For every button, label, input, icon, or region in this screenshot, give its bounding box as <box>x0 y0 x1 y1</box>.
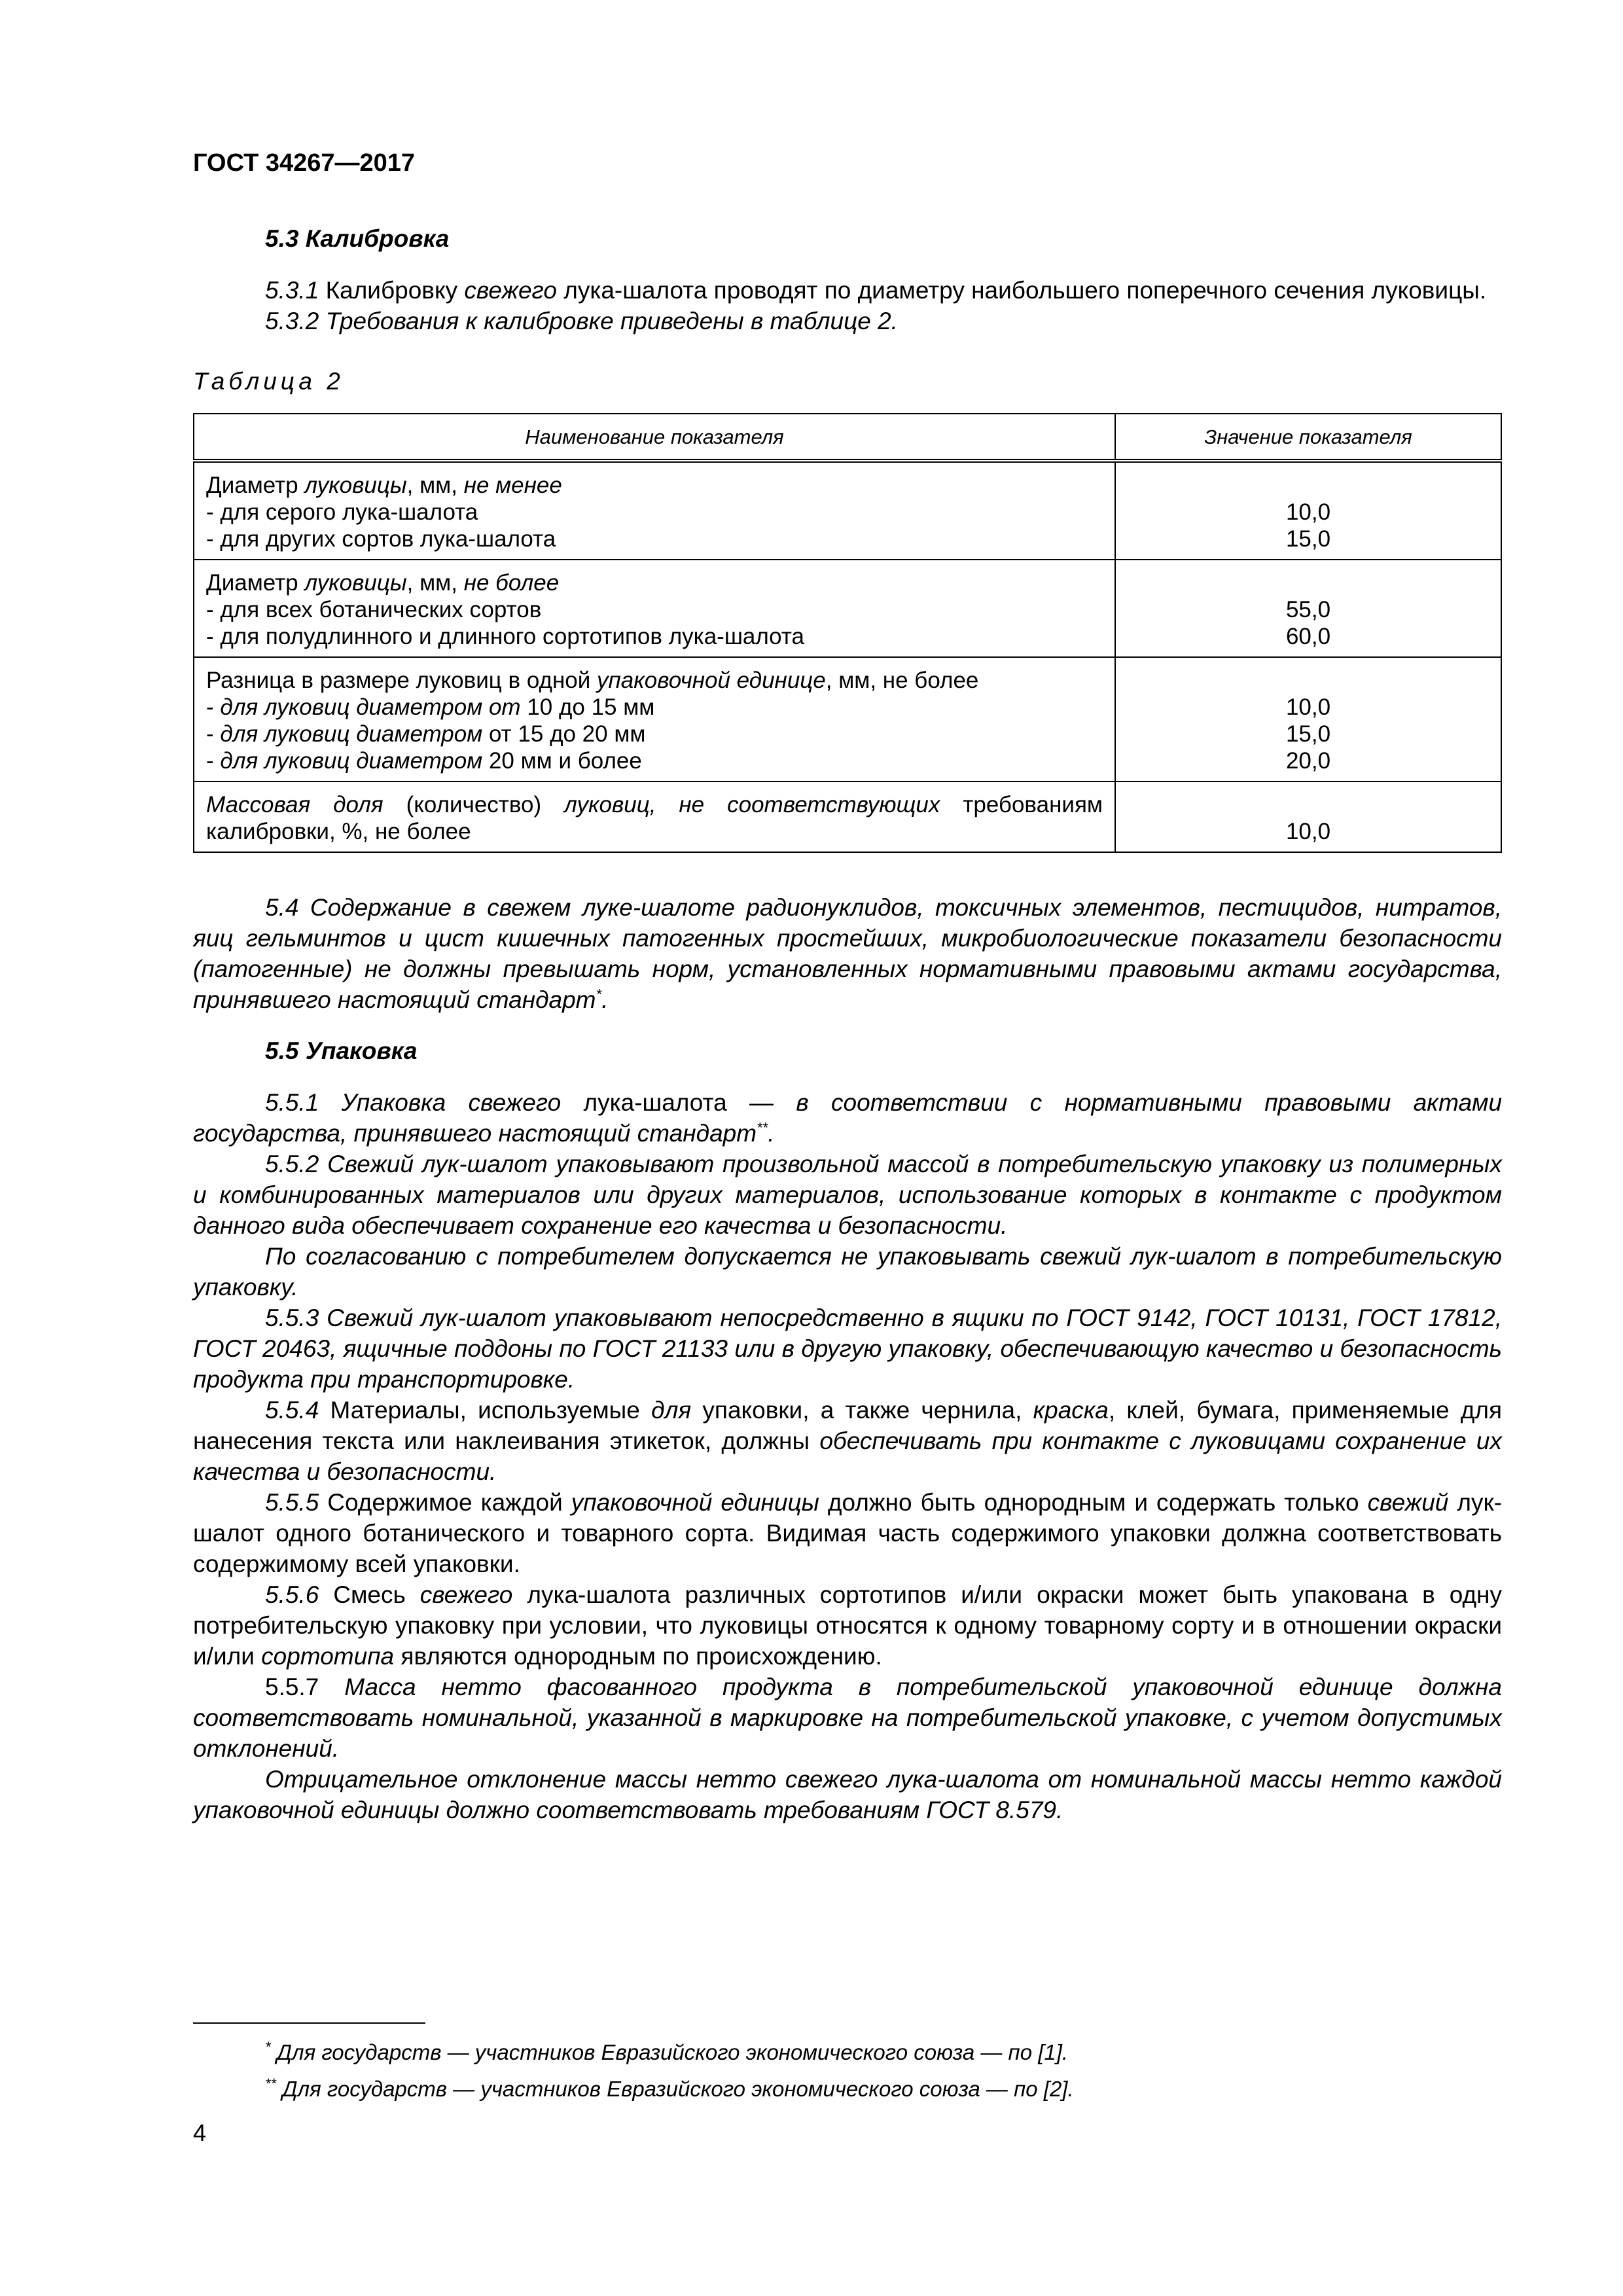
paragraph-5-5-5: 5.5.5 Содержимое каждой упаковочной единицы должно быть однородным и содержать только свежий лук-шалот одного ботанического и товарного сорта. Видимая часть содержимого упаковки должна соответствовать содержимому всей упаковки. <box>193 1489 1502 1577</box>
table-cell-value: 55,0 60,0 <box>1115 560 1501 657</box>
table-row <box>194 560 1501 657</box>
table-cell-name: Массовая доля (количество) луковиц, не соответствующих требованиям калибровки, %, не более <box>194 781 1115 852</box>
page-body <box>193 223 1502 1825</box>
footnotes <box>265 2034 1074 2108</box>
table-row <box>194 461 1501 560</box>
paragraph-5-5-7: 5.5.7 Масса нетто фасованного продукта в потребительской упаковочной единице должна соответствовать номинальной, указанной в маркировке на потребительской упаковке, с учетом допустимых отклонений. <box>193 1674 1502 1762</box>
paragraph-5-5-2-note: По согласованию с потребителем допускается не упаковывать свежий лук-шалот в потребительскую упаковку. <box>193 1243 1502 1300</box>
paragraph-5-3-1: 5.3.1 Калибровку свежего лука-шалота проводят по диаметру наибольшего поперечного сечения луковицы. <box>265 277 1487 304</box>
calibration-table <box>193 413 1502 853</box>
table-cell-name: Диаметр луковицы, мм, не менее - для серого лука-шалота - для других сортов лука-шалота <box>194 461 1115 560</box>
table-header-value: Значение показателя <box>1115 414 1501 461</box>
paragraph-5-5-4: 5.5.4 Материалы, используемые для упаковки, а также чернила, краска, клей, бумага, применяемые для нанесения текста или наклеивания этикеток, должны обеспечивать при контакте с луковицами сохранение их качества и безопасности. <box>193 1397 1502 1485</box>
table-caption: Таблица 2 <box>193 368 344 395</box>
paragraph-5-5-7-note: Отрицательное отклонение массы нетто свежего лука-шалота от номинальной массы нетто каждой упаковочной единицы должно соответствовать требованиям ГОСТ 8.579. <box>193 1766 1502 1823</box>
footnote-divider <box>193 2022 425 2024</box>
table-header-row <box>194 414 1501 461</box>
footnote-2: ** Для государств — участников Евразийского экономического союза — по [2]. <box>265 2075 1074 2101</box>
table-cell-name: Диаметр луковицы, мм, не более - для всех ботанических сортов - для полудлинного и длинного сортотипов лука-шалота <box>194 560 1115 657</box>
table-cell-value: 10,0 15,0 <box>1115 461 1501 560</box>
table-cell-value: 10,0 <box>1115 781 1501 852</box>
table-header-name: Наименование показателя <box>194 414 1115 461</box>
paragraph-5-5-1: 5.5.1 Упаковка свежего лука-шалота — в соответствии с нормативными правовыми актами государства, принявшего настоящий стандарт**. <box>193 1089 1503 1147</box>
paragraph-5-5-6: 5.5.6 Смесь свежего лука-шалота различных сортотипов и/или окраски может быть упакована в одну потребительскую упаковку при условии, что луковицы относятся к одному товарному сорту и в отношении окраски и/или сортотипа являются однородным по происхождению. <box>193 1581 1502 1670</box>
section-5-5-title: 5.5 Упаковка <box>265 1037 418 1064</box>
table-cell-name: Разница в размере луковиц в одной упаковочной единице, мм, не более - для луковиц диаметром от 10 до 15 мм - для луковиц диаметром от 15 до 20 мм - для луковиц диаметром 20 мм и более <box>194 657 1115 781</box>
footnote-1: * Для государств — участников Евразийского экономического союза — по [1]. <box>265 2039 1069 2064</box>
paragraph-5-3-2: 5.3.2 Требования к калибровке приведены в таблице 2. <box>265 308 898 334</box>
paragraph-5-5-3: 5.5.3 Свежий лук-шалот упаковывают непосредственно в ящики по ГОСТ 9142, ГОСТ 10131, ГОСТ 17812, ГОСТ 20463, ящичные поддоны по ГОСТ 21133 или в другую упаковку, обеспечивающую качество и безопасность продукта при транспортировке. <box>193 1304 1502 1393</box>
paragraph-5-4: 5.4 Содержание в свежем луке-шалоте радионуклидов, токсичных элементов, пестицидов, нитратов, яиц гельминтов и цист кишечных патогенных простейших, микробиологические показатели безопасности (патогенные) не должны превышать норм, установленных нормативными правовыми актами государства, принявшего настоящий стандарт*. <box>193 894 1502 1013</box>
section-5-3-title: 5.3 Калибровка <box>265 225 450 252</box>
document-header: ГОСТ 34267—2017 <box>193 149 416 177</box>
table-row <box>194 657 1501 781</box>
paragraph-5-5-2: 5.5.2 Свежий лук-шалот упаковывают произвольной массой в потребительскую упаковку из полимерных и комбинированных материалов или других материалов, использование которых в контакте с продуктом данного вида обеспечивает сохранение его качества и безопасности. <box>193 1151 1502 1239</box>
table-cell-value: 10,0 15,0 20,0 <box>1115 657 1501 781</box>
table-row <box>194 781 1501 852</box>
page-number: 4 <box>193 2119 207 2146</box>
